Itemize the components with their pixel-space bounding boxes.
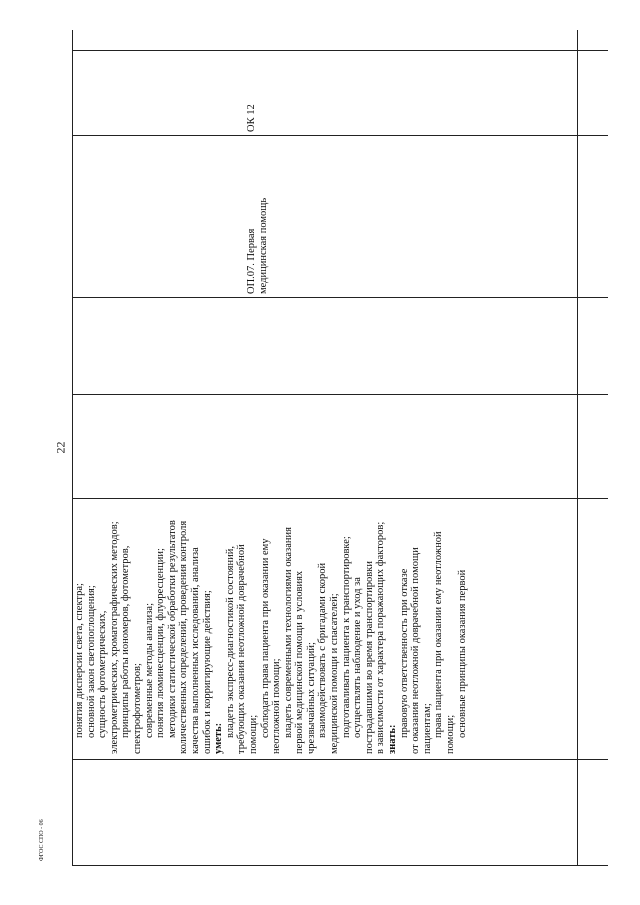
competence-line: современные методы анализа; [143, 602, 155, 738]
rotated-page [72, 30, 608, 866]
competency-code: ОК 12 [246, 104, 257, 132]
competence-line: понятия дисперсии света, спектра; [74, 583, 85, 738]
section-heading: знать: [387, 724, 399, 754]
competence-line: ошибок и корригирующие действия; [201, 590, 213, 754]
competence-line: владеть экспресс-диагностикой состояний, [224, 546, 236, 738]
competence-line: пациентам; [421, 703, 433, 754]
competence-line: электрометрических, хроматографических методов; [108, 521, 120, 754]
column-divider [72, 297, 608, 298]
curriculum-table [72, 30, 608, 866]
table-border-left [72, 865, 608, 866]
competence-line: подготавливать пациента к транспортировке; [340, 536, 352, 738]
table-border-bottom [577, 30, 578, 866]
competence-line: понятия люминесценции, флуоресценции; [155, 548, 167, 738]
competence-line: пострадавшими во время транспортировки [363, 561, 375, 754]
column-divider [72, 498, 608, 499]
competence-line: неотложной помощи; [271, 658, 283, 754]
competence-line: помощи; [445, 714, 456, 754]
competence-line: в зависимости от характера поражающих факторов; [375, 521, 387, 754]
column-divider [72, 759, 608, 760]
competence-line: от оказания неотложной доврачебной помощи [410, 547, 422, 754]
competence-line: осуществлять наблюдение и уход за [352, 577, 364, 738]
section-heading: уметь: [213, 722, 225, 754]
competence-line: принципы работы иономеров, фотометров, [120, 545, 132, 738]
page-number: 22 [53, 441, 68, 454]
competence-line: качества выполненных исследований, анализа [189, 547, 201, 754]
competences-cell [74, 502, 468, 754]
competence-line: соблюдать права пациента при оказании ему [259, 538, 271, 738]
competence-line: основные принципы оказания первой [456, 569, 468, 738]
competence-line: спектрофотометров; [131, 663, 143, 754]
discipline-code: ОП.07. Первая [246, 228, 257, 294]
competence-line: права пациента при оказании ему неотложной [433, 531, 445, 738]
table-border-top [72, 30, 73, 866]
competence-line: взаимодействовать с бригадами скорой [317, 562, 329, 738]
column-divider [72, 135, 608, 136]
competence-line: владеть современными технологиями оказания [282, 527, 294, 738]
competence-line: помощи; [247, 714, 259, 754]
column-divider [72, 394, 608, 395]
discipline-name: медицинская помощь [257, 197, 269, 294]
competence-line: требующих оказания неотложной доврачебной [236, 544, 248, 754]
competence-line: первой медицинской помощи в условиях [294, 570, 306, 754]
competence-line: основной закон светопоглощения; [85, 585, 97, 738]
competence-line: сущность фотометрических, [97, 610, 109, 738]
competence-line: правовую ответственность при отказе [398, 568, 410, 738]
table-border-right [72, 50, 608, 51]
competence-line: чрезвычайных ситуаций; [305, 642, 317, 754]
competence-line: медицинской помощи и спасателей; [329, 593, 341, 754]
competency-cell [246, 52, 258, 132]
footer-label: ФГОС СПО - 06 [39, 819, 45, 861]
competence-line: методики статистической обработки результатов [166, 520, 178, 738]
discipline-cell [246, 139, 269, 294]
competence-line: количественных определений, проведения контроля [178, 520, 190, 754]
